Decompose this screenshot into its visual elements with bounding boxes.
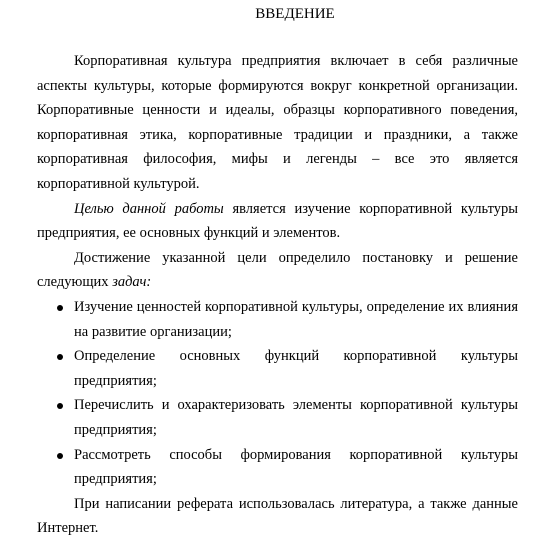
list-item [37, 344, 518, 393]
document-body [37, 49, 518, 541]
goal-text: является изучение корпоративной культуры предприятия, ее основных функций и элементов. [37, 200, 518, 242]
goal-paragraph [37, 197, 518, 246]
list-item [37, 393, 518, 442]
list-item [37, 295, 518, 344]
section-heading: ВВЕДЕНИЕ [255, 6, 335, 22]
bullet-icon [57, 305, 63, 311]
list-item-text: Перечислить и охарактеризовать элементы корпоративной культуры предприятия; [74, 397, 518, 438]
bullet-icon [57, 453, 63, 459]
bullet-icon [57, 354, 63, 360]
closing-paragraph: При написании реферата использовалась литература, а также данные Интернет. [37, 495, 518, 537]
goal-italic-text: Целью данной работы [74, 200, 224, 217]
tasks-word: задач: [112, 274, 152, 291]
tasks-list [37, 295, 518, 492]
list-item-text: Определение основных функций корпоративной культуры предприятия; [74, 348, 518, 389]
list-item-text: Рассмотреть способы формирования корпоративной культуры предприятия; [74, 446, 518, 488]
list-item [37, 443, 518, 492]
intro-paragraph: Корпоративная культура предприятия включает в себя различные аспекты культуры, которые формируются вокруг конкретной организации. Корпоративные ценности и идеалы, образцы корпоративного поведения, корпоративная этика, корпоративные традиции и праздники, а также корпоративная философия, мифы и легенды – все это является корпоративной культурой. [37, 53, 518, 192]
bullet-icon [57, 403, 63, 409]
tasks-intro-text: Достижение указанной цели определило постановку и решение следующих [37, 249, 518, 291]
list-item-text: Изучение ценностей корпоративной культуры, определение их влияния на развитие организации; [74, 298, 518, 340]
tasks-intro-paragraph [37, 246, 518, 295]
